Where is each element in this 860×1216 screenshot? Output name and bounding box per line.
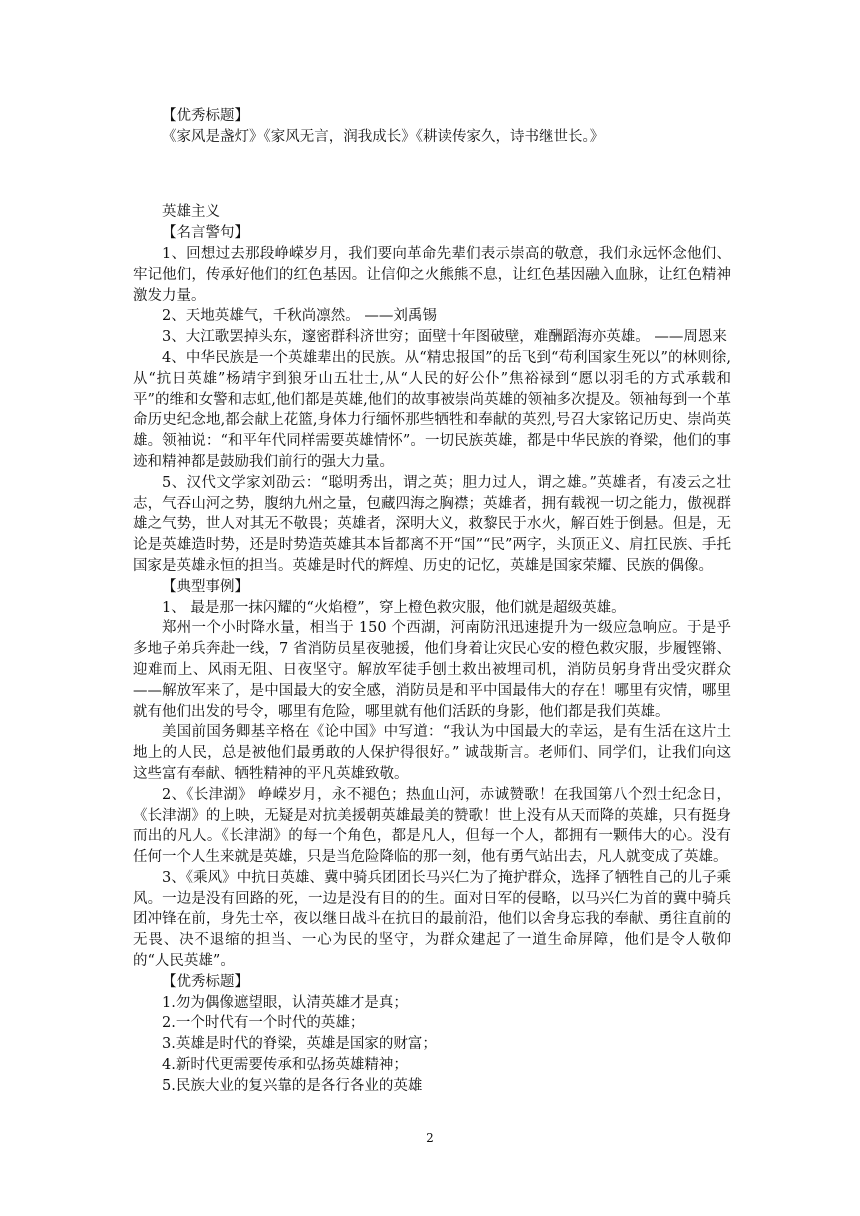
hero-titles-list: [133, 993, 731, 1097]
spacer: [133, 182, 731, 203]
example-paragraph: 1、 最是那一抹闪耀的“火焰橙”，穿上橙色救灾服，他们就是超级英雄。: [162, 599, 626, 616]
section-heading-quotes: 【名言警句】: [162, 225, 249, 242]
excellent-titles-family: 《家风是盏灯》《家风无言，润我成长》《耕读传家久，诗书继世长。》: [162, 128, 605, 145]
section-heading-excellent-titles: 【优秀标题】: [162, 108, 249, 124]
spacer: [133, 148, 731, 182]
list-item: 5.民族大业的复兴靠的是各行各业的英雄: [162, 1077, 423, 1094]
topic-title: 英雄主义: [162, 204, 220, 221]
quote-paragraph: 5、汉代文学家刘劭云：“聪明秀出，谓之英；胆力过人，谓之雄。”英雄者，有凌云之壮志，气吞山河之势，腹纳九州之量，包藏四海之胸襟；英雄者，拥有载视一切之能力，傲视群雄之气势，世人对其无不敬畏；英雄者，深明大义，救黎民于水火，解百姓于倒悬。但是，无论是英雄造时势，还是时势造英雄其本旨都离不开“国”“民”两字，头顶正义、肩扛民族、手托国家是英雄永恒的担当。英雄是时代的辉煌、历史的记忆，英雄是国家荣耀、民族的偶像。: [133, 474, 731, 574]
quote-paragraph: 2、天地英雄气，千秋尚凛然。 ——刘禹锡: [162, 308, 437, 325]
example-paragraph: 美国前国务卿基辛格在《论中国》中写道：“我认为中国最大的幸运，是有生活在这片土地上的人民，总是被他们最勇敢的人保护得很好。” 诚哉斯言。老师们、同学们，让我们向这这些富有奉献、牺牲精神的平凡英雄致敬。: [133, 724, 731, 782]
section-heading-examples: 【典型事例】: [162, 578, 249, 595]
example-paragraph: 郑州一个小时降水量，相当于 150 个西湖，河南防汛迅速提升为一级应急响应。于是乎多地子弟兵奔赴一线，7 省消防员星夜驰援，他们身着让灾民心安的橙色救灾服，步履铿锵、迎难而上、风雨无阻、日夜坚守。解放军徒手刨土救出被埋司机，消防员躬身背出受灾群众——解放军来了，是中国最大的安全感，消防员是和平中国最伟大的存在！哪里有灾情，哪里就有他们出发的号令，哪里有危险，哪里就有他们活跃的身影，他们都是我们英雄。: [133, 620, 731, 720]
quote-paragraph: 1、回想过去那段峥嵘岁月，我们要向革命先辈们表示崇高的敬意，我们永远怀念他们、牢记他们，传承好他们的红色基因。让信仰之火熊熊不息，让红色基因融入血脉，让红色精神激发力量。: [133, 245, 731, 304]
section-heading-hero-titles: 【优秀标题】: [162, 973, 249, 990]
quote-paragraph: 4、中华民族是一个英雄辈出的民族。从“精忠报国”的岳飞到“苟利国家生死以”的林则徐,从“抗日英雄”杨靖宇到狼牙山五壮士,从“人民的好公仆”焦裕禄到“愿以羽毛的方式承载和平”的维和女警和志虹,他们都是英雄,他们的故事被崇尚英雄的领袖多次提及。领袖每到一个革命历史纪念地,都会献上花篮,身体力行缅怀那些牺牲和奉献的英烈,号召大家铭记历史、崇尚英雄。领袖说：“和平年代同样需要英雄情怀”。一切民族英雄，都是中华民族的脊梁，他们的事迹和精神都是鼓励我们前行的强大力量。: [133, 349, 731, 470]
list-item: 3.英雄是时代的脊梁，英雄是国家的财富；: [162, 1036, 437, 1053]
example-paragraph: 2、《长津湖》 峥嵘岁月，永不褪色；热血山河，赤诚赞歌！在我国第八个烈士纪念日，《长津湖》的上映，无疑是对抗美援朝英雄最美的赞歌！世上没有从天而降的英雄，只有挺身而出的凡人。《长津湖》的每一个角色，都是凡人，但每一个人，都拥有一颗伟大的心。没有任何一个人生来就是英雄，只是当危险降临的那一刻，他有勇气站出去，凡人就变成了英雄。: [133, 786, 731, 866]
quote-paragraph: 3、大江歌罢掉头东，邃密群科济世穷；面壁十年图破壁，难酬蹈海亦英雄。 ——周恩来: [162, 329, 727, 346]
example-paragraph: 3、《乘风》中抗日英雄、冀中骑兵团团长马兴仁为了掩护群众，选择了牺牲自己的儿子乘风。一边是没有回路的死，一边是没有目的的生。面对日军的侵略，以马兴仁为首的冀中骑兵团冲锋在前，身先士卒，夜以继日战斗在抗日的最前沿，他们以舍身忘我的奉献、勇往直前的无畏、决不退缩的担当、一心为民的坚守，为群众建起了一道生命屏障，他们是令人敬仰的“人民英雄”。: [133, 869, 731, 970]
list-item: 1.勿为偶像遮望眼，认清英雄才是真；: [162, 994, 408, 1011]
page-number: 2: [426, 1131, 434, 1145]
list-item: 2.一个时代有一个时代的英雄；: [162, 1015, 365, 1032]
page-content: [133, 106, 731, 1097]
list-item: 4.新时代更需要传承和弘扬英雄精神；: [162, 1057, 408, 1074]
